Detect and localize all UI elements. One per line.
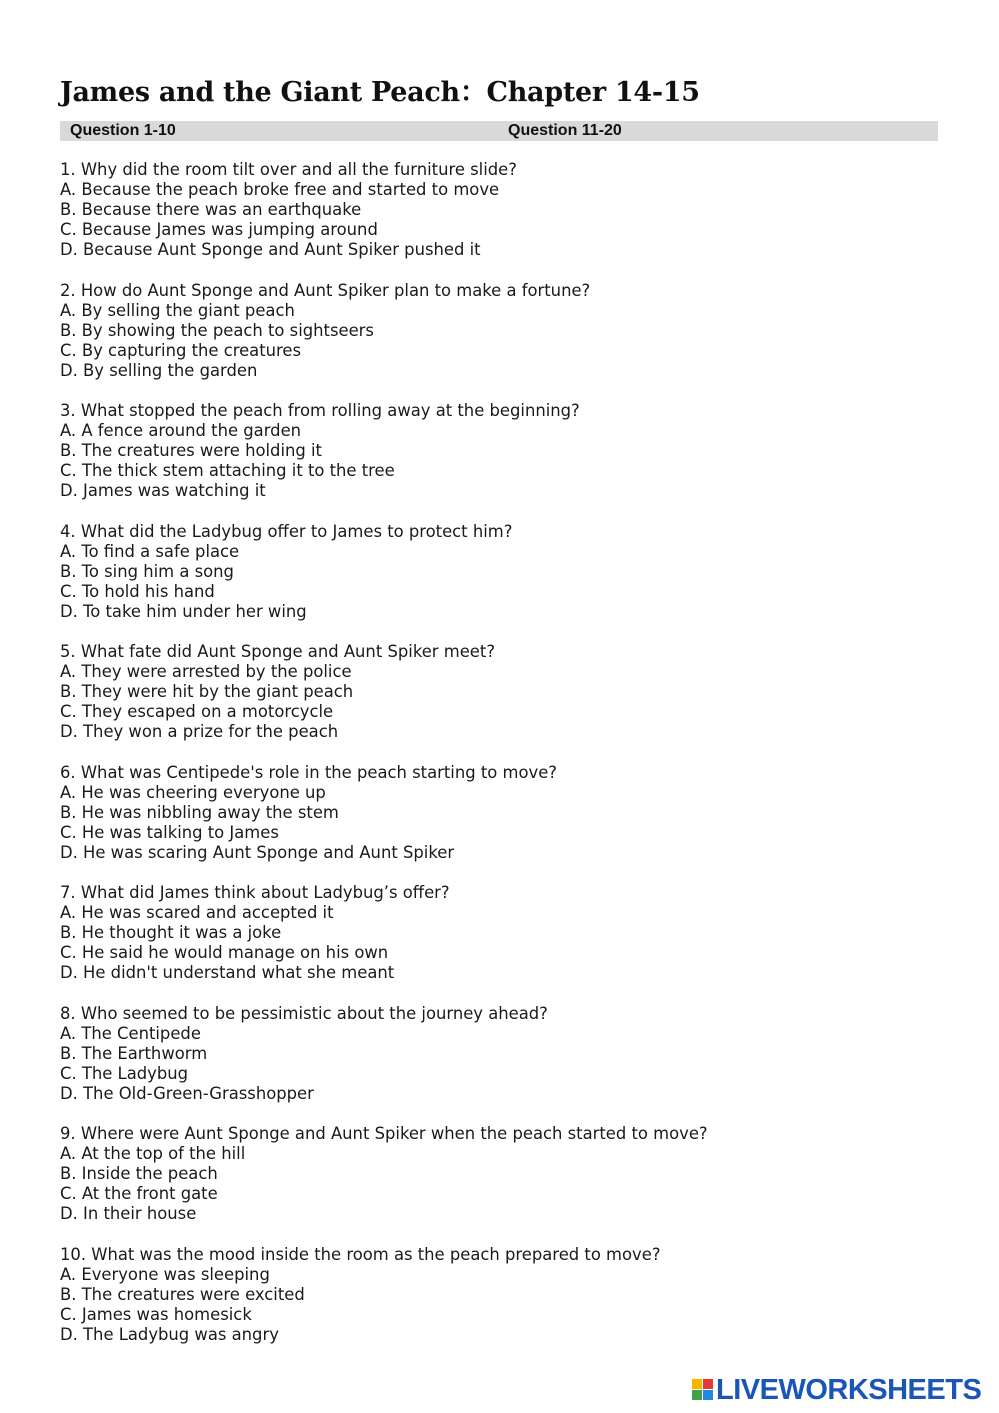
question-text: 10. What was the mood inside the room as the peach prepared to move? bbox=[60, 1244, 661, 1264]
question-block bbox=[60, 1004, 920, 1125]
answer-option: D. By selling the garden bbox=[60, 360, 258, 380]
answer-option: A. By selling the giant peach bbox=[60, 300, 295, 320]
answer-option: D. He didn't understand what she meant bbox=[60, 963, 395, 983]
answer-option: C. Because James was jumping around bbox=[60, 220, 378, 240]
answer-option: A. At the top of the hill bbox=[60, 1144, 246, 1164]
question-block bbox=[60, 1245, 920, 1366]
answer-option: C. The thick stem attaching it to the tree bbox=[60, 461, 395, 481]
answer-option: D. Because Aunt Sponge and Aunt Spiker pushed it bbox=[60, 240, 481, 260]
answer-option: B. He was nibbling away the stem bbox=[60, 802, 339, 822]
answer-option: B. They were hit by the giant peach bbox=[60, 682, 354, 702]
question-text: 5. What fate did Aunt Sponge and Aunt Spiker meet? bbox=[60, 642, 496, 661]
answer-option: C. They escaped on a motorcycle bbox=[60, 702, 334, 722]
tab-question-1-10[interactable]: Question 1-10 bbox=[70, 122, 176, 139]
answer-option: C. At the front gate bbox=[60, 1184, 218, 1204]
answer-option: C. He said he would manage on his own bbox=[60, 943, 389, 963]
answer-option: D. The Old-Green-Grasshopper bbox=[60, 1083, 314, 1103]
question-tab-bar bbox=[60, 121, 938, 141]
answer-option: A. The Centipede bbox=[60, 1023, 201, 1043]
answer-option: C. The Ladybug bbox=[60, 1063, 189, 1083]
answer-option: A. He was scared and accepted it bbox=[60, 903, 334, 923]
question-block bbox=[60, 401, 920, 522]
answer-option: C. James was homesick bbox=[60, 1304, 252, 1324]
page-title: James and the Giant Peach：Chapter 14-15 bbox=[60, 77, 700, 108]
answer-option: D. In their house bbox=[60, 1204, 197, 1224]
answer-option: B. To sing him a song bbox=[60, 561, 234, 581]
answer-option: B. By showing the peach to sightseers bbox=[60, 320, 374, 340]
question-text: 9. Where were Aunt Sponge and Aunt Spiker when the peach started to move? bbox=[60, 1124, 708, 1143]
answer-option: C. He was talking to James bbox=[60, 822, 279, 842]
answer-option: A. A fence around the garden bbox=[60, 421, 302, 441]
answer-option: D. The Ladybug was angry bbox=[60, 1324, 279, 1344]
question-text: 2. How do Aunt Sponge and Aunt Spiker plan to make a fortune? bbox=[60, 280, 591, 300]
answer-option: B. The Earthworm bbox=[60, 1043, 208, 1063]
answer-option: B. He thought it was a joke bbox=[60, 923, 282, 943]
answer-option: C. By capturing the creatures bbox=[60, 340, 302, 360]
question-text: 1. Why did the room tilt over and all the furniture slide? bbox=[60, 160, 517, 179]
answer-option: A. He was cheering everyone up bbox=[60, 782, 326, 802]
answer-option: D. James was watching it bbox=[60, 481, 266, 501]
answer-option: D. To take him under her wing bbox=[60, 601, 307, 621]
question-text: 3. What stopped the peach from rolling away at the beginning? bbox=[60, 401, 580, 420]
question-block bbox=[60, 883, 920, 1004]
answer-option: B. The creatures were holding it bbox=[60, 441, 322, 461]
question-text: 8. Who seemed to be pessimistic about the journey ahead? bbox=[60, 1003, 548, 1023]
answer-option: A. Everyone was sleeping bbox=[60, 1264, 270, 1284]
question-block bbox=[60, 1124, 920, 1245]
question-block bbox=[60, 522, 920, 643]
answer-option: B. The creatures were excited bbox=[60, 1284, 305, 1304]
answer-option: D. They won a prize for the peach bbox=[60, 722, 339, 742]
liveworksheets-logo-icon bbox=[692, 1379, 714, 1401]
liveworksheets-logo[interactable] bbox=[692, 1373, 982, 1406]
question-text: 4. What did the Ladybug offer to James to protect him? bbox=[60, 521, 513, 541]
answer-option: D. He was scaring Aunt Sponge and Aunt Spiker bbox=[60, 842, 455, 862]
question-block bbox=[60, 281, 920, 402]
answer-option: B. Inside the peach bbox=[60, 1164, 218, 1184]
answer-option: A. They were arrested by the police bbox=[60, 662, 352, 682]
question-list bbox=[60, 160, 920, 1365]
answer-option: A. Because the peach broke free and started to move bbox=[60, 180, 500, 200]
question-text: 7. What did James think about Ladybug’s offer? bbox=[60, 883, 450, 902]
answer-option: C. To hold his hand bbox=[60, 581, 215, 601]
answer-option: B. Because there was an earthquake bbox=[60, 200, 362, 220]
answer-option: A. To find a safe place bbox=[60, 541, 240, 561]
question-text: 6. What was Centipede's role in the peach starting to move? bbox=[60, 762, 557, 782]
logo-text: LIVEWORKSHEETS bbox=[716, 1373, 982, 1406]
question-block bbox=[60, 160, 920, 281]
question-block bbox=[60, 763, 920, 884]
tab-question-11-20[interactable]: Question 11-20 bbox=[508, 122, 622, 139]
question-block bbox=[60, 642, 920, 763]
